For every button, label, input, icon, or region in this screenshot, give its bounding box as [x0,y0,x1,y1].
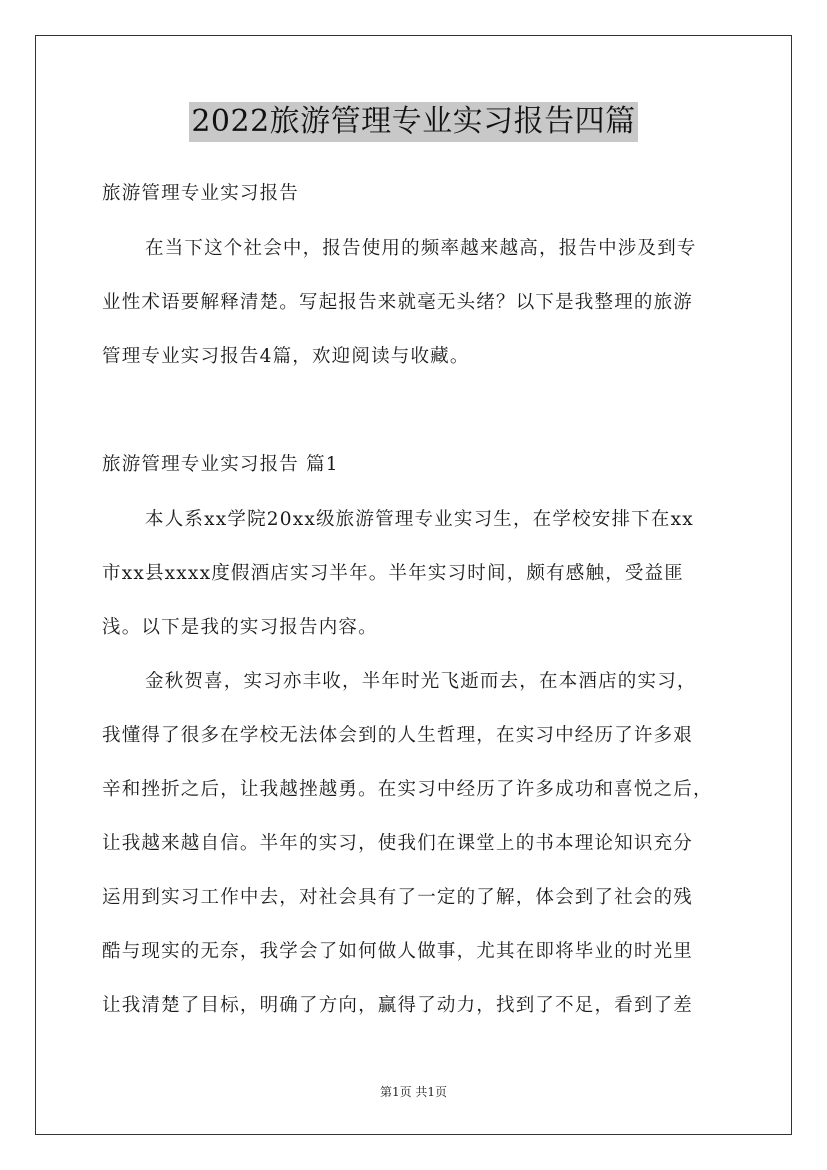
intro-line: 业性术语要解释清楚。写起报告来就毫无头绪？以下是我整理的旅游 [102,292,694,313]
paragraph-line: 市xx县xxxx度假酒店实习半年。半年实习时间，颇有感触，受益匪 [102,563,685,584]
paragraph-line: 浅。以下是我的实习报告内容。 [102,617,378,638]
section-heading-intro: 旅游管理专业实习报告 [102,183,300,204]
title-container [0,102,827,142]
paragraph-line: 酷与现实的无奈，我学会了如何做人做事，尤其在即将毕业的时光里 [102,941,694,962]
paragraph-line: 让我清楚了目标，明确了方向，赢得了动力，找到了不足，看到了差 [102,995,694,1016]
section-heading-part1: 旅游管理专业实习报告 篇1 [102,454,339,475]
page-footer [0,1084,827,1100]
intro-line: 在当下这个社会中，报告使用的频率越来越高，报告中涉及到专 [145,238,697,259]
paragraph-line: 运用到实习工作中去，对社会具有了一定的了解，体会到了社会的残 [102,887,694,908]
page-number-label: 第1页 共1页 [379,1085,448,1099]
paragraph-line: 金秋贺喜，实习亦丰收，半年时光飞逝而去，在本酒店的实习， [145,671,697,692]
paragraph-line: 让我越来越自信。半年的实习，使我们在课堂上的书本理论知识充分 [102,833,694,854]
paragraph-line: 辛和挫折之后，让我越挫越勇。在实习中经历了许多成功和喜悦之后， [102,779,713,800]
document-title: 2022旅游管理专业实习报告四篇 [189,102,637,142]
paragraph-line: 我懂得了很多在学校无法体会到的人生哲理，在实习中经历了许多艰 [102,725,694,746]
paragraph-line: 本人系xx学院20xx级旅游管理专业实习生，在学校安排下在xx [145,509,694,530]
intro-line: 管理专业实习报告4篇，欢迎阅读与收藏。 [102,346,470,367]
